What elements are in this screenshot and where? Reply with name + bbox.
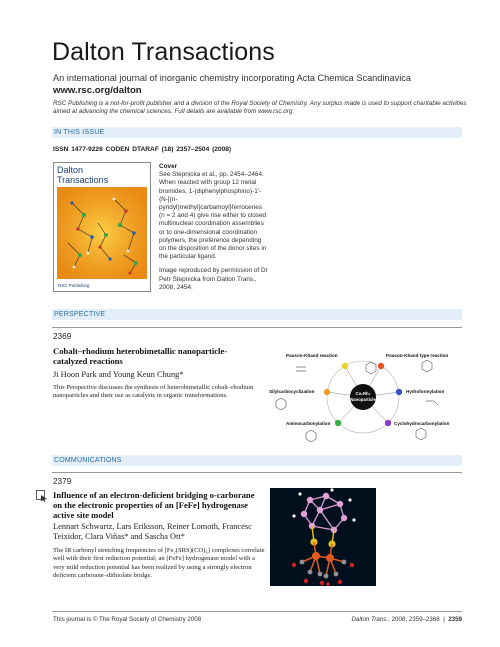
hydroformylation-label: Hydroformylation — [406, 389, 445, 394]
cover-artwork — [54, 163, 150, 291]
footer-page-number: 2359 — [448, 616, 462, 623]
cover-title-line2: Transactions — [57, 175, 109, 185]
communication-authors: Lennart Schwartz, Lars Eriksson, Reiner Lomoth, Francesc Teixidor, Clara Viñas* and Sascha Ott* — [53, 522, 252, 542]
perspective-graphic — [266, 345, 461, 445]
catalysis-scheme — [266, 345, 461, 445]
aminocarbonylation-label: Aminocarbonylation — [286, 421, 331, 426]
journal-title: Dalton Transactions — [52, 38, 275, 66]
cover-description — [159, 163, 269, 292]
cover-reference: See Stepnicka et al., pp. 2454–2464. — [159, 171, 264, 179]
footer-copyright: This journal is © The Royal Society of Chemistry 2008 — [53, 616, 202, 623]
divider — [52, 327, 462, 328]
divider — [52, 472, 462, 473]
perspective-page-number[interactable]: 2369 — [53, 332, 72, 341]
journal-subtitle: An international journal of inorganic chemistry incorporating Acta Chemica Scandinavica — [53, 73, 411, 83]
footer-citation — [351, 616, 462, 623]
new-article-icon — [36, 490, 48, 502]
section-bar-perspective: PERSPECTIVE — [52, 309, 462, 320]
section-bar-communications: COMMUNICATIONS — [52, 455, 462, 466]
footer-journal-abbrev: Dalton Trans. — [351, 616, 389, 623]
footer-separator: | — [439, 616, 449, 623]
cover-image — [53, 162, 151, 292]
communication-graphic — [270, 488, 376, 586]
cyclohydrocarbonylation-label: Cyclohydrocarbonylation — [394, 421, 450, 426]
communication-page-number[interactable]: 2379 — [53, 477, 72, 486]
perspective-authors: Ji Hoon Park and Young Keun Chung* — [53, 370, 184, 379]
perspective-title[interactable]: Cobalt–rhodium heterobimetallic nanoparticle-catalyzed reactions — [53, 346, 228, 367]
perspective-abstract: This Perspective discusses the synthesis of heterobimetallic cobalt–rhodium nanoparticles and their use as catalysts in organic transformations. — [53, 384, 254, 400]
cover-publisher-mark: RSC Publishing — [58, 283, 90, 288]
cover-title-line1: Dalton — [57, 165, 84, 175]
publisher-disclaimer: RSC Publishing is a not-for-profit publisher and a division of the Royal Society of Chemistry. Any surplus made is used to support charitable activities aimed at advancing the chemical sciences. Full details are available from www.rsc.org — [53, 100, 467, 116]
section-bar-in-this-issue: IN THIS ISSUE — [52, 127, 462, 138]
molecular-structure — [270, 488, 376, 586]
issn-line: ISSN 1477-9226 CODEN DTARAF (18) 2357–2504 (2008) — [53, 146, 232, 153]
nanoparticle-label-line1: Co₂Rh₂ — [355, 391, 371, 396]
pauson-khand-type-label: Pauson-Khand type reaction — [386, 353, 449, 358]
pauson-khand-label: Pauson-Khand reaction — [286, 353, 338, 358]
journal-url[interactable]: www.rsc.org/dalton — [53, 85, 142, 96]
footer-page-range: , 2008, 2359–2368 — [388, 616, 440, 623]
communication-abstract: The IR carbonyl stretching frequencies of [Fe₂(SRS)(CO)₆] complexes correlate well with their first reduction potential; an [FeFe] hydrogenase model with a very mild reduction potential has been realized by using a strongly electron deficient carborane–dithiolate bridge. — [53, 547, 265, 579]
footer-divider — [52, 611, 462, 612]
cover-credit: Image reproduced by permission of Dr Petr Stepnicka from Dalton Trans., 2008, 2454. — [159, 267, 268, 291]
cover-blurb: When reacted with group 12 metal bromides, 1-(diphenylphosphino)-1′-{N-[(n-pyridyl)methyl]carbamoyl}ferrocenes (n = 2 and 4) give rise either to closed multinuclear coordination assemblies or to one-dimensional coordination polymers, the preference depending on the disposition of the donor sites in the particular ligand. — [159, 179, 267, 261]
cover-label: Cover — [159, 163, 178, 170]
communication-title[interactable]: Influence of an electron-deficient bridging o-carborane on the electronic properties of an [FeFe] hydrogenase active site model — [53, 490, 255, 521]
nanoparticle-label-line2: Nanoparticle — [350, 397, 376, 402]
silylcarbocyclization-label: Silylcarbocyclization — [269, 389, 315, 394]
